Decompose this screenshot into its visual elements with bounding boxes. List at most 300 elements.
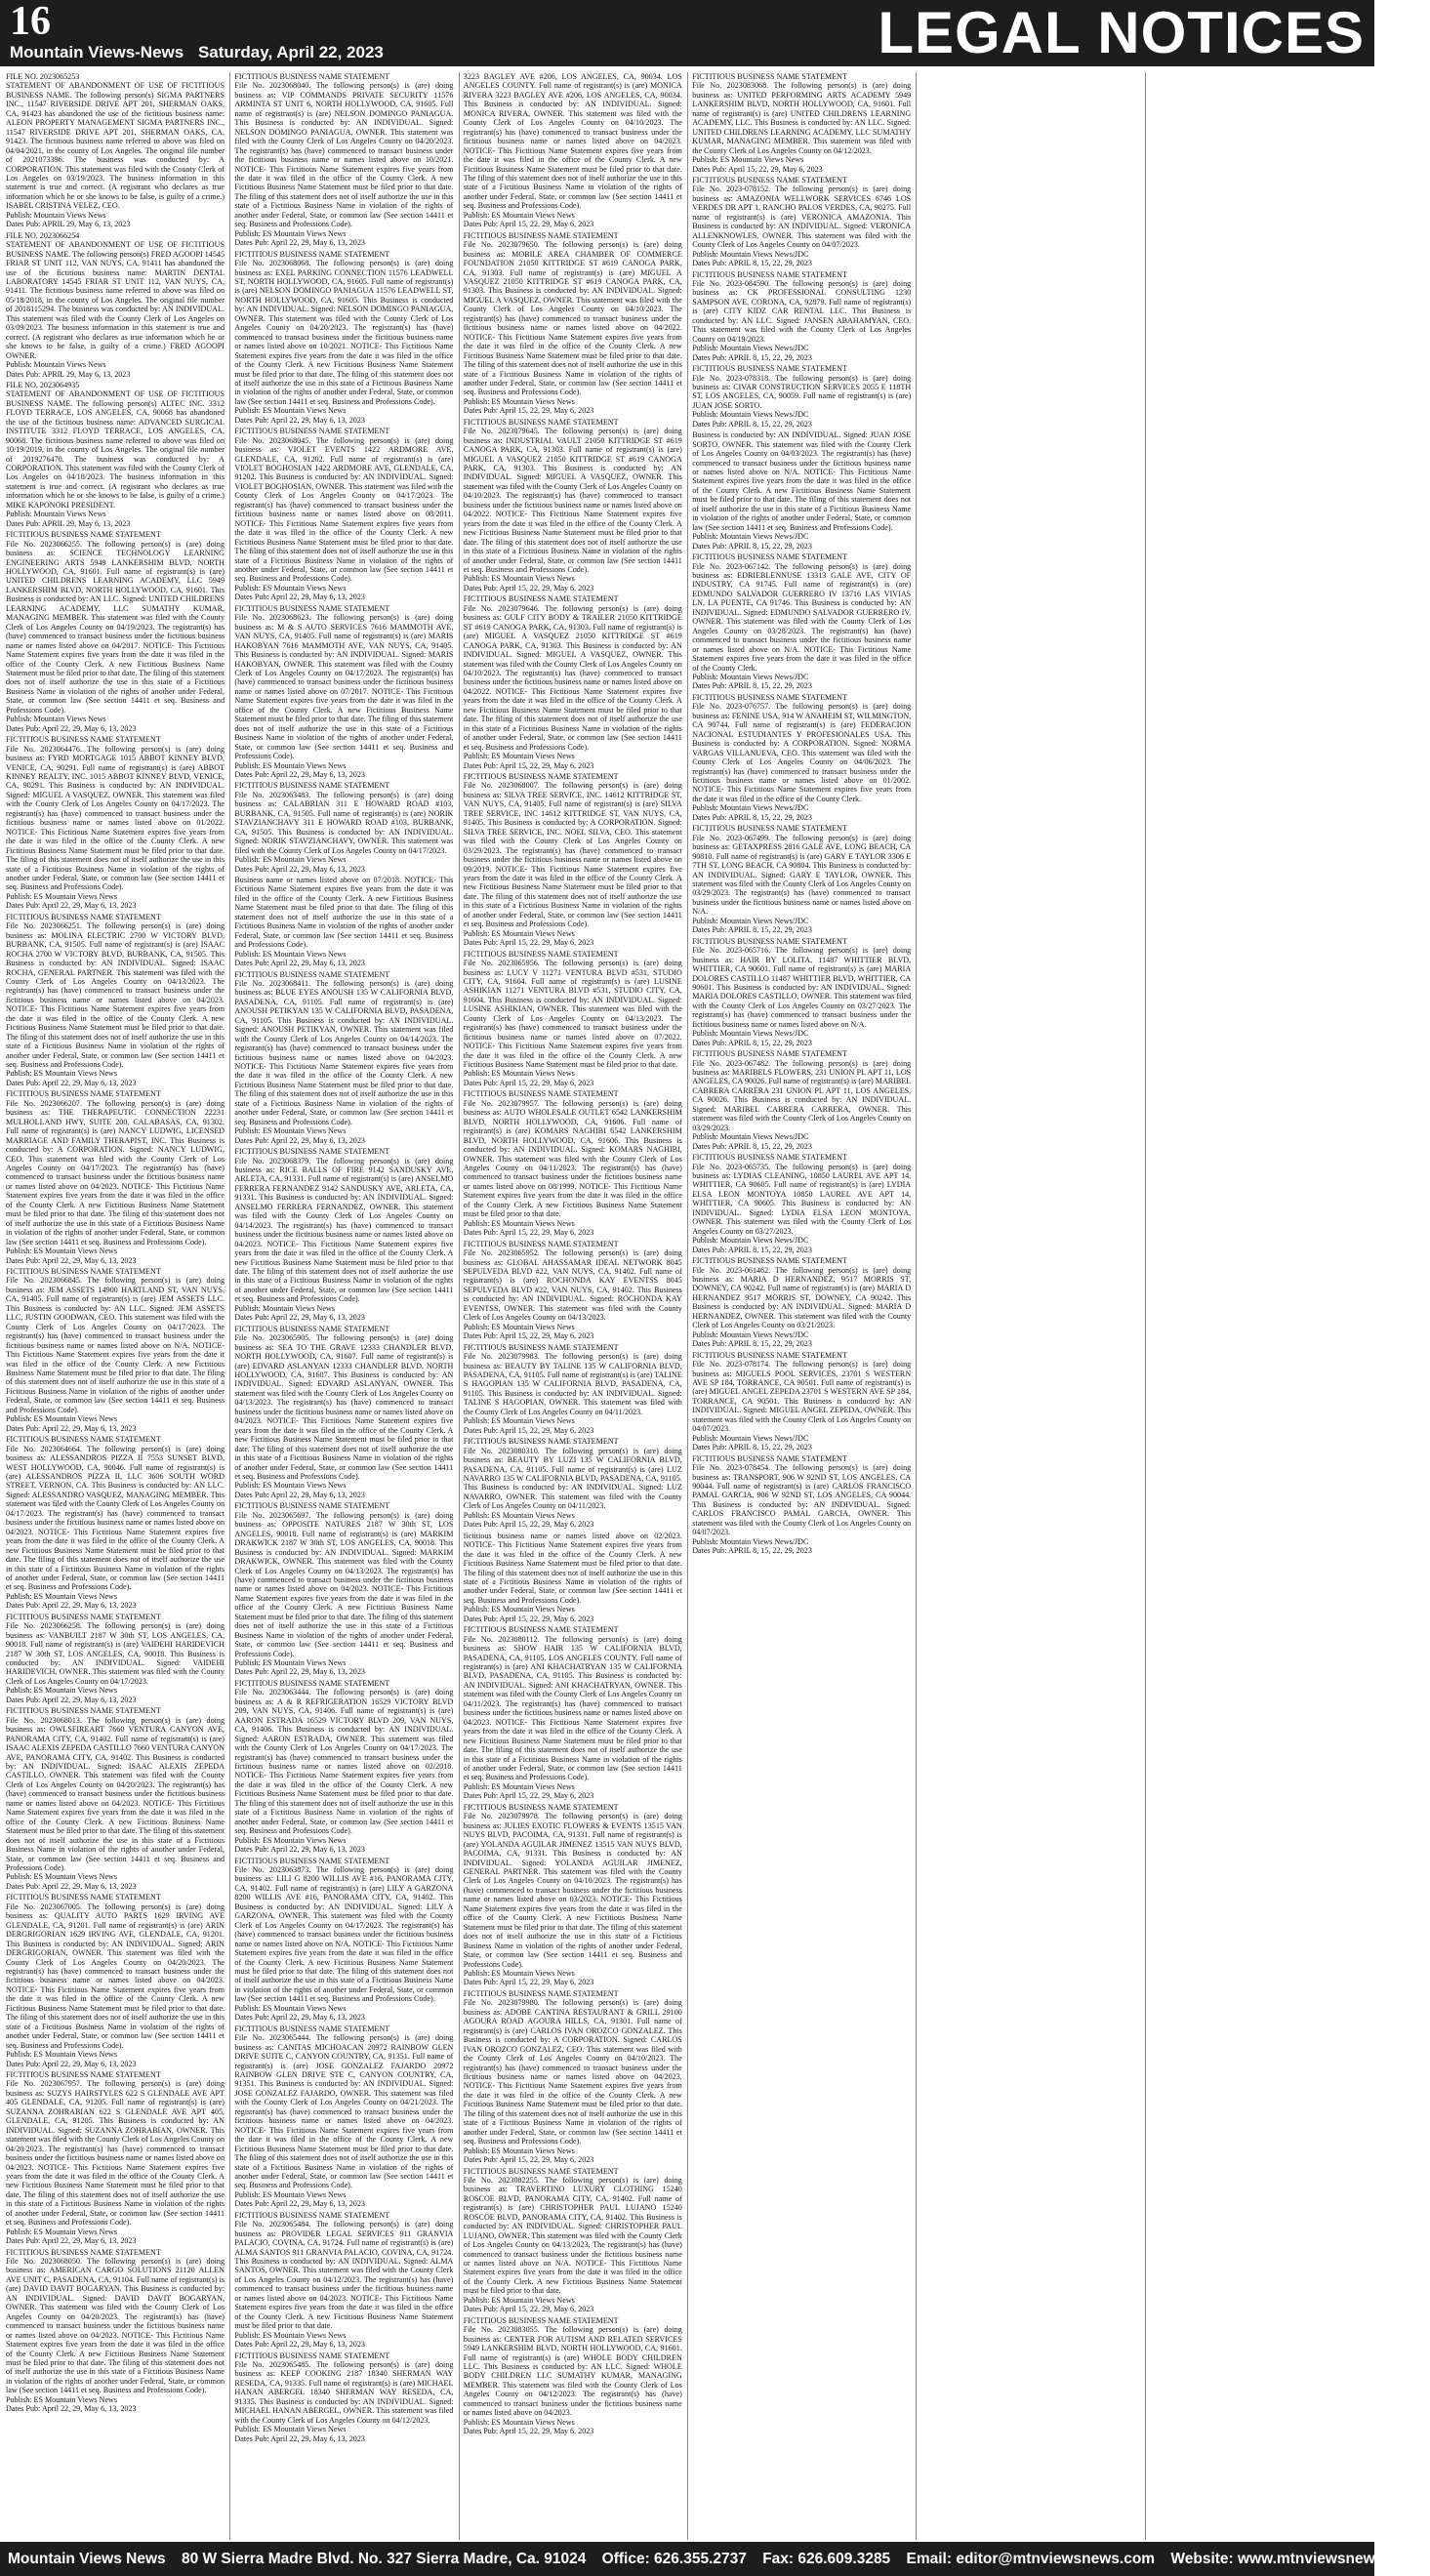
legal-notice	[234, 2351, 453, 2444]
notice-dates: Dates Pub: APRIL 8, 15, 22, 29, 2023	[692, 1339, 812, 1349]
notice-body: File No. 2023079957. The following person(s) is (are) doing business as: AUTO WHOLESALE OUTLET 6542 LANKERSHIM BLVD, NORTH HOLLYWOOD, CA, 91606. Full name of registrant(s) is (are) KOMARS NAGHIBI 6542 LANKERSHIM BLVD, NORTH HOLLYWOOD, CA, 91606. This Business is conducted by: AN INDIVIDUAL. Signed: KOMARS NAGHIBI, OWNER. This statement was filed with the County Clerk of Los Angeles County on 04/11/2023. The registrant(s) has (have) commenced to transact business under the fictitious business name or names listed above on 08/1999. NOTICE- This Fictitious Name Statement expires five years from the date it was filed in the office of the County Clerk. A new Fictitious Business Name Statement must be filed prior to that date.	[463, 1098, 682, 1219]
notice-dates: Dates Pub: April 22, 29, May 6, 13, 2023	[234, 415, 365, 425]
notice-heading: FICTITIOUS BUSINESS NAME STATEMENT	[234, 2351, 390, 2360]
notice-dates: Dates Pub: April 15, 22, 29, May 6, 2023	[692, 164, 823, 174]
notice-body: File No. 2023065956. The following person(s) is (are) doing business as: LUCY V 11271 VENTURA BLVD #531, STUDIO CITY, CA, 91604. Full name of registrant(s) is (are) LUSINE ASHIKIAN 11271 VENTURA BLVD #531, STUDIO CITY, CA, 91604. This Business is conducted by: AN INDIVIDUAL. Signed: LUSINE ASHIKIAN, OWNER. This statement was filed with the County Clerk of Los Angeles County on 04/13/2023. The registrant(s) has (have) commenced to transact business under the fictitious business name or names listed above on 07/2022. NOTICE- This Fictitious Name Statement expires five years from the date it was filed in the office of the County Clerk. A new Fictitious Business Name Statement must be filed prior to that date.	[463, 959, 682, 1070]
column-divider	[1145, 72, 1146, 2540]
notice-publisher: Publish: Mountain Views News	[6, 510, 106, 519]
notice-publisher: Publish: ES Mountain Views News	[6, 2227, 118, 2236]
legal-notice	[234, 604, 453, 780]
notice-publisher: Publish: ES Mountain Views News	[234, 228, 347, 238]
notice-publisher: Publish: ES Mountain Views News	[463, 210, 575, 220]
legal-notice	[692, 552, 911, 691]
notice-body: File No. 2023066255. The following person(s) is (are) doing business as: SCIENCE TECHNOLOGY LEARNING ENGINEERING ARTS 5949 LANKERSHIM BLVD, NORTH HOLLYWOOD, CA, 91601. Full name of registrant(s) is (are) UNITED CHILDRENS LEARNING ACADEMY, LLC 5949 LANKERSHIM BLVD, NORTH HOLLYWOOD, CA, 91601. This Business is conducted by: AN LLC. Signed: UNITED CHILDRENS LEARNING ACADEMY, LLC SUMATHY KUMAR, MANAGING MEMBER. This statement was filed with the County Clerk of Los Angeles County on 04/19/2023. The registrant(s) has (have) commenced to transact business under the fictitious business name or names listed above on 04/2017. NOTICE- This Fictitious Name Statement expires five years from the date it was filed in the office of the County Clerk. A new Fictitious Business Name Statement must be filed prior to that date. The filing of this statement does not of itself authorize the use in this state of a Fictitious Business Name in violation of the rights of another under Federal, State, or common law (See section 14411 et seq. Business and Professions Code).	[6, 539, 225, 715]
legal-notice	[464, 2167, 682, 2314]
notice-heading: FICTITIOUS BUSINESS NAME STATEMENT	[692, 1153, 847, 1163]
notice-body: File No. 2023080112. The following person(s) is (are) doing business as: SHOW HAIR 135 W CALIFORNIA BLVD, PASADENA, CA, 91105. LOS ANGELES COUNTY. Full name of registrant(s) is (are) ANI KHACHATRYAN 135 W CALIFORNIA BLVD, PASADENA, CA, 91105. This Business is conducted by: AN INDIVIDUAL. Signed: ANI KHACHATRYAN, OWNER. This statement was filed with the County Clerk of Los Angeles County on 04/11/2023. The registrant(s) has (have) commenced to transact business under the fictitious business name or names listed above on 04/2023. NOTICE- This Fictitious Name Statement expires five years from the date it was filed in the office of the County Clerk. A new Fictitious Business Name Statement must be filed prior to that date. The filing of this statement does not of itself authorize the use in this state of a Fictitious Business Name in violation of the rights of another under Federal, State, or common law (See section 14411 et seq. Business and Professions Code).	[463, 1634, 682, 1782]
legal-notice	[464, 1532, 682, 1624]
notice-body: File No. 2023065444. The following person(s) is (are) doing business as: CANITAS MICHOACAN 20972 RAINBOW GLEN DRIVE SUITE C, CANYON COUNTRY, CA, 91351. Full name of registrant(s) is (are) JOSE GONZALEZ FAJARDO 20972 RAINBOW GLEN DRIVE STE C, CANYON COUNTRY, CA, 91351. This Business is conducted by: AN INDIVIDUAL. Signed: JOSE GONZALEZ FAJARDO, OWNER. This statement was filed with the County Clerk of Los Angeles County on 04/21/2023. The registrant(s) has (have) commenced to transact business under the fictitious business name or names listed above on 04/2023. NOTICE- This Fictitious Name Statement expires five years from the date it was filed in the office of the County Clerk. A new Fictitious Business Name Statement must be filed prior to that date. The filing of this statement does not of itself authorize the use in this state of a Fictitious Business Name in violation of the rights of another under Federal, State, or common law (See section 14411 et seq. Business and Professions Code).	[234, 2033, 454, 2190]
notice-publisher: Publish: ES Mountain Views News	[6, 1686, 118, 1696]
notice-dates: Dates Pub: April 22, 29, May 6, 13, 2023	[6, 1255, 137, 1265]
notice-heading: FICTITIOUS BUSINESS NAME STATEMENT	[692, 72, 847, 81]
notice-publisher: Publish: ES Mountain Views News	[234, 406, 347, 416]
footer-website: Website: www.mtnviewsnews.com	[1170, 2551, 1419, 2567]
notice-dates: Dates Pub: April 22, 29, May 6, 13, 2023	[234, 769, 365, 779]
notice-heading: FICTITIOUS BUSINESS NAME STATEMENT	[234, 1856, 390, 1865]
legal-notice	[234, 1857, 453, 2023]
notice-publisher: Publish: Mountain Views News/JDC	[692, 410, 809, 420]
notice-publisher: Publish: ES Mountain Views News	[6, 2394, 118, 2404]
notice-body: File No. 2023066258. The following person(s) is (are) doing business as: VANBUILT 2187 W 30th ST, LOS ANGELES, CA, 90018. Full name of registrant(s) is (are) VAIDEHI HARIDEVICH 2187 W 30th ST, LOS ANGELES, CA, 90018. This Business is conducted by: AN INDIVIDUAL. Signed: VAIDEHI HARIDEVICH, OWNER. This statement was filed with the County Clerk of Los Angeles County on 04/17/2023.	[6, 1621, 225, 1686]
legal-notice	[692, 1454, 911, 1556]
notice-body: File No. 2023-061462. The following person(s) is (are) doing business as: MARIA D HERNANDEZ, 9517 MORRIS ST, DOWNEY, CA 90242. Full name of registrant(s) is (are) MARIA D HERNANDEZ 9517 MORRIS ST, DOWNEY, CA 90242. This Business is conducted by: AN INDIVIDUAL. Signed: MARIA D HERNANDEZ, OWNER. This statement was filed with the County Clerk of Los Angeles County on 03/21/2023.	[692, 1265, 912, 1330]
notice-body: File No. 2023-078152. The following person(s) is (are) doing business as: AMAZONIA WELLWORK SERVICES 6746 LOS VERDES DR APT 1, RANCHO PALOS VERDES, CA, 90275. Full name of registrant(s) is (are) VERONICA AMAZONIA. This Business is conducted by: AN INDIVIDUAL. Signed: VERONICA ALLENKNOWLES, OWNER. This statement was filed with the County Clerk of Los Angeles County on 04/07/2023.	[692, 184, 912, 250]
notice-publisher: Publish: ES Mountain Views News	[234, 1126, 347, 1136]
notice-body: File No. 2023068013. The following person(s) is (are) doing business as: OWLSFIREART 7660 VENTURA CANYON AVE, PANORAMA CITY, CA, 91402. Full name of registrant(s) is (are) ISAAC ALEXIS ZEPEDA CASTILLO 7660 VENTURA CANYON AVE, PANORAMA CITY, CA, 91402. This Business is conducted by: AN INDIVIDUAL. Signed: ISAAC ALEXIS ZEPEDA CASTILLO, OWNER. This statement was filed with the County Clerk of Los Angeles County on 04/20/2023. The registrant(s) has (have) commenced to transact business under the fictitious business name or names listed above on 04/2023. NOTICE- This Fictitious Name Statement expires five years from the date it was filed in the office of the County Clerk. A new Fictitious Business Name Statement must be filed prior to that date. The filing of this statement does not of itself authorize the use in this state of a Fictitious Business Name in violation of the rights of another under Federal, State, or common law (See section 14411 et seq. Business and Professions Code).	[6, 1715, 225, 1872]
notice-heading: FICTITIOUS BUSINESS NAME STATEMENT	[463, 417, 619, 427]
notice-publisher: Publish: ES Mountain Views News	[234, 760, 347, 770]
notice-body: File No. 2023065485. The following person(s) is (are) doing business as: KEEP COOKING 2187 18340 SHERMAN WAY RESEDA, CA, 91335. Full name of registrant(s) is (are) MICHAEL HANAN ABERGEL 18340 SHERMAN WAY RESEDA, CA, 91335. This Business is conducted by: AN INDIVIDUAL. Signed: MICHAEL HANAN ABERGEL, OWNER. This statement was filed with the County Clerk of Los Angeles County on 04/12/2023.	[234, 2360, 454, 2425]
notice-heading: FICTITIOUS BUSINESS NAME STATEMENT	[463, 771, 619, 781]
legal-notice	[692, 693, 911, 822]
notice-heading: FICTITIOUS BUSINESS NAME STATEMENT	[6, 530, 161, 540]
legal-notice	[234, 781, 453, 874]
notice-heading: FICTITIOUS BUSINESS NAME STATEMENT	[234, 1501, 390, 1511]
issue-date: Saturday, April 22, 2023	[197, 43, 384, 61]
notice-dates: Dates Pub: APRIL 8, 15, 22, 29, 2023	[692, 352, 812, 362]
notice-heading: FICTITIOUS BUSINESS NAME STATEMENT	[234, 603, 390, 613]
notice-publisher: Publish: ES Mountain Views News	[463, 396, 575, 406]
notice-body: File No. 2023-078454. The following person(s) is (are) doing business as: TRANSPORT, 906 W 92ND ST, LOS ANGELES, CA 90044. Full name of registrant(s) is (are) CARLOS FRANCISCO PAMAL GARCIA, 906 W 92ND ST, LOS ANGELES, CA 90044. This Business is conducted by: AN INDIVIDUAL. Signed: CARLOS FRANCISCO PAMAL GARCIA, OWNER. This statement was filed with the County Clerk of Los Angeles County on 04/07/2023.	[692, 1463, 912, 1537]
legal-notice	[234, 1325, 453, 1500]
notice-dates: Dates Pub: APRIL 29, May 6, 13, 2023	[6, 220, 131, 229]
notice-publisher: Publish: ES Mountain Views News	[463, 752, 575, 761]
notice-publisher: Publish: Mountain Views News	[6, 210, 106, 220]
notice-dates: Dates Pub: April 15, 22, 29, May 6, 2023	[463, 2305, 594, 2314]
notice-publisher: Publish: ES Mountain Views News	[6, 2050, 118, 2060]
notice-heading: FICTITIOUS BUSINESS NAME STATEMENT	[6, 912, 161, 921]
notice-body: File No. 2023068068. The following person(s) is (are) doing business as: EXEL PARKING CONNECTION 11576 LEADWELL ST, NORTH HOLLYWOOD, CA, 91605. Full name of registrant(s) is (are) NELSON DOMINGO PANIAGUA 11576 LEADWELL ST, NORTH HOLLYWOOD, CA, 91605. This Business is conducted by: AN INDIVIDUAL. Signed: NELSON DOMINGO PANIAGUA, OWNER. This statement was filed with the County Clerk of Los Angeles County on 04/20/2023. The registrant(s) has (have) commenced to transact business under the fictitious business name or names listed above on 10/2021. NOTICE- This Fictitious Name Statement expires five years from the date it was filed in the office of the County Clerk. A new Fictitious Business Name Statement must be filed prior to that date. The filing of this statement does not of itself authorize the use in this state of a Fictitious Business Name in violation of the rights of another under Federal, State, or common law (See section 14411 et seq. Business and Professions Code).	[234, 259, 454, 406]
notice-heading: FICTITIOUS BUSINESS NAME STATEMENT	[463, 1988, 619, 1998]
notice-body: File No. 2023064476. The following person(s) is (are) doing business as: FYRD MORTGAGE 1015 ABBOT KINNEY BLVD, VENICE, CA, 90291. Full name of registrant(s) is (are) ABBOT KINNEY REALTY, INC. 1015 ABBOT KINNEY BLVD, VENICE, CA, 90291. This Business is conducted by: AN INDIVIDUAL. Signed: MIGUEL A VASQUEZ, OWNER. This statement was filed with the County Clerk of Los Angeles County on 04/17/2023. The registrant(s) has (have) commenced to transact business under the fictitious business name or names listed above on 01/2022. NOTICE- This Fictitious Name Statement expires five years from the date it was filed in the office of the County Clerk. A new Fictitious Business Name Statement must be filed prior to that date. The filing of this statement does not of itself authorize the use in this state of a Fictitious Business Name in violation of the rights of another under Federal, State, or common law (See section 14411 et seq. Business and Professions Code).	[6, 744, 225, 892]
notice-publisher: Publish: Mountain Views News/JDC	[692, 249, 809, 259]
notice-publisher: Publish: Mountain Views News	[234, 1303, 335, 1313]
notice-body: File No. 2023068050. The following person(s) is (are) doing business as: AMERICAN CARGO SOLUTIONS 21120 ALLEN AVE UNIT C, PASADENA, CA, 91104. Full name of registrant(s) is (are) DAVID DAVIT BOGARYAN. This Business is conducted by: AN INDIVIDUAL. Signed: DAVID DAVIT BOGARYAN, OWNER. This statement was filed with the County Clerk of Los Angeles County on 04/20/2023. The registrant(s) has (have) commenced to transact business under the fictitious business name or names listed above on 04/2023. NOTICE- This Fictitious Name Statement expires five years from the date it was filed in the office of the County Clerk. A new Fictitious Business Name Statement must be filed prior to that date. The filing of this statement does not of itself authorize the use in this state of a Fictitious Business Name in violation of the rights of another under Federal, State, or common law (See section 14411 et seq. Business and Professions Code).	[6, 2257, 225, 2395]
notice-body: File No. 2023079645. The following person(s) is (are) doing business as: INDUSTRIAL VAULT 21050 KITTRIDGE ST #619 CANOGA PARK, CA, 91303. Full name of registrant(s) is (are) MIGUEL A VASQUEZ 21050 KITTRIDGE ST #619 CANOGA PARK, CA, 91303. This Business is conducted by: AN INDIVIDUAL. Signed: MIGUEL A VASQUEZ, OWNER. This statement was filed with the County Clerk of Los Angeles County on 04/10/2023. The registrant(s) has (have) commenced to transact business under the fictitious business name or names listed above on 04/2022. NOTICE- This Fictitious Name Statement expires five years from the date it was filed in the office of the County Clerk. A new Fictitious Business Name Statement must be filed prior to that date. The filing of this statement does not of itself authorize the use in this state of a Fictitious Business Name in violation of the rights of another under Federal, State, or common law (See section 14411 et seq. Business and Professions Code).	[463, 427, 682, 575]
notice-heading: FICTITIOUS BUSINESS NAME STATEMENT	[234, 72, 390, 81]
notice-body: File No. 2023066845. The following person(s) is (are) doing business as: JEM ASSETS 14900 HARTLAND ST, VAN NUYS, CA, 91405. Full name of registrant(s) is (are) JEM ASSETS LLC. This Business is conducted by: AN LLC. Signed: JEM ASSETS LLC, JUSTIN GOODWAN, CEO. This statement was filed with the County Clerk of Los Angeles County on 04/17/2023. The registrant(s) has (have) commenced to transact business under the fictitious business name or names listed above on N/A. NOTICE- This Fictitious Name Statement expires five years from the date it was filed in the office of the County Clerk. A new Fictitious Business Name Statement must be filed prior to that date. The filing of this statement does not of itself authorize the use in this state of a Fictitious Business Name in violation of the rights of another under Federal, State, or common law (See section 14411 et seq. Business and Professions Code).	[6, 1276, 225, 1414]
notice-heading: FICTITIOUS BUSINESS NAME STATEMENT	[234, 2024, 390, 2033]
notice-dates: Dates Pub: April 15, 22, 29, May 6, 2023	[463, 406, 594, 416]
notice-dates: Dates Pub: April 22, 29, May 6, 13, 2023	[6, 2059, 137, 2068]
notice-body: File No. 2023068623. The following person(s) is (are) doing business as: M & S AUTO SERVICES 7616 MAMMOTH AVE, VAN NUYS, CA, 91405. Full name of registrant(s) is (are) MARIS HAKOBYAN 7616 MAMMOTH AVE, VAN NUYS, CA, 91405. This Business is conducted by: AN INDIVIDUAL. Signed: MARIS HAKOBYAN, OWNER. This statement was filed with the County Clerk of Los Angeles County on 04/17/2023. The registrant(s) has (have) commenced to transact business under the fictitious business name or names listed above on 07/2017. NOTICE- This Fictitious Name Statement expires five years from the date it was filed in the office of the County Clerk. A new Fictitious Business Name Statement must be filed prior to that date. The filing of this statement does not of itself authorize the use in this state of a Fictitious Business Name in violation of the rights of another under Federal, State, or common law (See section 14411 et seq. Business and Professions Code).	[234, 613, 454, 761]
legal-notice	[464, 594, 682, 770]
notice-body: STATEMENT OF ABANDONMENT OF USE OF FICTITIOUS BUSINESS NAME. The following person(s) ALTEC INC. 3312 FLOYD TERRACE, LOS ANGELES, CA, 90068 has abandoned the use of the fictitious business name: ADVANCED SURGICAL INSTITUTE 3312 FLOYD TERRACE, LOS ANGELES, CA, 90068. The fictitious business name referred to above was filed on 10/19/2019, in the county of Los Angeles. The original file number of 2019276470. The business was conducted by: A CORPORATION. This statement was filed with the County Clerk of Los Angeles on 04/18/2023. The business information in this statement is true and correct. (A registrant who declares as true information which he or she knows to be false, is guilty of a crime.) MIKE KAPONOKI PRESIDENT.	[6, 389, 225, 510]
footer-paper-name: Mountain Views News	[8, 2551, 166, 2567]
notice-heading: FICTITIOUS BUSINESS NAME STATEMENT	[234, 1147, 390, 1157]
legal-notice	[234, 970, 453, 1146]
notice-publisher: Publish: ES Mountain Views News	[463, 1510, 575, 1520]
column-divider	[459, 72, 460, 2540]
notice-publisher: Publish: ES Mountain Views News	[6, 1069, 118, 1079]
notice-dates: Dates Pub: April 22, 29, May 6, 13, 2023	[234, 1845, 365, 1855]
notice-dates: Dates Pub: April 22, 29, May 6, 13, 2023	[234, 2199, 365, 2209]
notice-publisher: Publish: Mountain Views News/JDC	[692, 344, 809, 353]
notice-dates: Dates Pub: April 15, 22, 29, May 6, 2023	[463, 220, 594, 229]
notice-columns	[6, 72, 1369, 2540]
legal-notice	[6, 72, 225, 229]
notice-body: File No. 2023080310. The following person(s) is (are) doing business as: BEAUTY BY LUZI 135 W CALIFORNIA BLVD, PASADENA, CA, 91105. Full name of registrant(s) is (are) LUZ NAVARRO 135 W CALIFORNIA BLVD, PASADENA, CA, 91105. This Business is conducted by: AN INDIVIDUAL. Signed: LUZ NAVARRO, OWNER. This statement was filed with the County Clerk of Los Angeles County on 04/11/2023.	[463, 1446, 682, 1511]
notice-dates: Dates Pub: April 15, 22, 29, May 6, 2023	[463, 1614, 594, 1623]
legal-notice	[234, 1501, 453, 1677]
notice-publisher: Publish: ES Mountain Views News	[234, 583, 347, 593]
notice-heading: FICTITIOUS BUSINESS NAME STATEMENT	[6, 2247, 161, 2257]
legal-notice	[6, 2070, 225, 2246]
notice-body: File No. 2023079983. The following person(s) is (are) doing business as: BEAUTY BY TALINE 135 W CALIFORNIA BLVD, PASADENA, CA, 91105. Full name of registrant(s) is (are) TALINE S HAGOPIAN 135 W CALIFORNIA BLVD, PASADENA, CA, 91105. This Business is conducted by: AN INDIVIDUAL. Signed: TALINE S HAGOPIAN, OWNER. This statement was filed with the County Clerk of Los Angeles County on 04/11/2023.	[463, 1352, 682, 1416]
notice-heading: FICTITIOUS BUSINESS NAME STATEMENT	[692, 552, 847, 562]
notice-publisher: Publish: ES Mountain Views News	[6, 1872, 118, 1882]
notice-body: File No. 2023083055. The following person(s) is (are) doing business as: CENTER FOR AUTISM AND RELATED SERVICES 5949 LANKERSHIM BLVD, NORTH HOLLYWOOD, CA, 91601. Full name of registrant(s) is (are) WHOLE BODY CHILDREN LLC. This Business is conducted by: AN LLC. Signed: WHOLE BODY CHILDREN LLC SUMATHY KUMAR, MANAGING MEMBER. This statement was filed with the County Clerk of Los Angeles County on 04/12/2023. The registrant(s) has (have) commenced to transact business under the fictitious business name or names listed above on 04/2023.	[463, 2325, 682, 2418]
notice-body: File No. 2023067957. The following person(s) is (are) doing business as: SUZYS HAIRSTYLES 622 S GLENDALE AVE APT 405 GLENDALE, CA, 91205. Full name of registrant(s) is (are) SUZANNA ZOHRABIAN 622 S GLENDALE AVE APT 405, GLENDALE, CA, 91205. This Business is conducted by: AN INDIVIDUAL. Signed: SUZANNA ZOHRABIAN, OWNER. This statement was filed with the County Clerk of Los Angeles County on 04/20/2023. The registrant(s) has (have) commenced to transact business under the fictitious business name or names listed above on 04/2023. NOTICE- This Fictitious Name Statement expires five years from the date it was filed in the office of the County Clerk. A new Fictitious Business Name Statement must be filed prior to that date. The filing of this statement does not of itself authorize the use in this state of a Fictitious Business Name in violation of the rights of another under Federal, State, or common law (See section 14411 et seq. Business and Professions Code).	[6, 2079, 225, 2228]
legal-notice	[234, 2024, 453, 2209]
notice-body: File No. 2023-078174. The following person(s) is (are) doing business as: MIGUELS POOL SERVICES, 23701 S WESTERN AVE SP 184, TORRANCE, CA 90501. Full name of registrant(s) is (are) MIGUEL ANGEL ZEPEDA 23701 S WESTERN AVE SP 184, TORRANCE, CA 90501. This Business is conducted by: AN INDIVIDUAL. Signed: MIGUEL ANGEL ZEPEDA, OWNER. This statement was filed with the County Clerk of Los Angeles County on 04/07/2023.	[692, 1360, 912, 1434]
notice-column	[234, 72, 453, 2540]
notice-publisher: Publish: ES Mountain Views News	[6, 1591, 118, 1601]
notice-heading: FILE NO. 2023065253	[6, 72, 80, 81]
notice-heading: FICTITIOUS BUSINESS NAME STATEMENT	[6, 1893, 161, 1902]
notice-dates: Dates Pub: April 15, 22, 29, May 6, 2023	[463, 583, 594, 593]
column-divider	[229, 72, 230, 2540]
notice-dates: Dates Pub: APRIL 8, 15, 22, 29, 2023	[692, 419, 812, 429]
notice-heading: FICTITIOUS BUSINESS NAME STATEMENT	[463, 230, 619, 240]
legal-notice	[6, 1706, 225, 1891]
notice-heading: FICTITIOUS BUSINESS NAME STATEMENT	[6, 1089, 161, 1099]
legal-notice	[234, 427, 453, 602]
notice-heading: FICTITIOUS BUSINESS NAME STATEMENT	[6, 1706, 161, 1716]
notice-publisher: Publish: Mountain Views News/JDC	[692, 916, 809, 925]
page-number: 16	[10, 0, 51, 44]
notice-heading: FICTITIOUS BUSINESS NAME STATEMENT	[463, 2315, 619, 2325]
notice-body: File No. 2023-067499. The following person(s) is (are) doing business as: GETAXPRESS 2816 GALE AVE, LONG BEACH, CA 90810. Full name of registrant(s) is (are) GARY E TAYLOR 3306 E 7TH ST, LONG BEACH, CA 90804. This Business is conducted by: AN INDIVIDUAL. Signed: GARY E TAYLOR, OWNER. This statement was filed with the County Clerk of Los Angeles County on 03/29/2023. The registrant(s) has (have) commenced to transact business under the fictitious business name or names listed above on N/A.	[692, 833, 912, 917]
notice-publisher: Publish: ES Mountain Views News	[234, 2189, 347, 2199]
notice-heading: FICTITIOUS BUSINESS NAME STATEMENT	[463, 949, 619, 959]
notice-heading: FICTITIOUS BUSINESS NAME STATEMENT	[463, 1802, 619, 1812]
legal-notice	[464, 1089, 682, 1237]
notice-dates: Dates Pub: April 15, 22, 29, May 6, 2023	[463, 760, 594, 770]
notice-dates: Dates Pub: APRIL 8, 15, 22, 29, 2023	[692, 541, 812, 551]
notice-publisher: Publish: ES Mountain Views News	[6, 891, 118, 901]
footer-address: 80 W Sierra Madre Blvd. No. 327 Sierra Madre, Ca. 91024	[181, 2551, 587, 2567]
notice-heading: FICTITIOUS BUSINESS NAME STATEMENT	[463, 1342, 619, 1352]
notice-dates: Dates Pub: April 22, 29, May 6, 13, 2023	[6, 1881, 137, 1891]
legal-notice	[692, 270, 911, 363]
notice-column	[464, 72, 682, 2540]
notice-body: File No. 2023-078318. The following person(s) is (are) doing business as: CIVAR CONSTRUCTION SERVICES 2055 E 118TH ST, LOS ANGELES, CA, 90059. Full name of registrant(s) is (are) JUAN JOSE SORTO.	[692, 373, 912, 410]
notice-publisher: Publish: ES Mountain Views News	[234, 2003, 347, 2013]
notice-publisher: Publish: Mountain Views News/JDC	[692, 1236, 809, 1246]
notice-publisher: Publish: ES Mountain Views News	[463, 1605, 575, 1615]
notice-publisher: Publish: Mountain Views News/JDC	[692, 1329, 809, 1339]
notice-dates: Dates Pub: April 15, 22, 29, May 6, 2023	[463, 1791, 594, 1801]
legal-notice	[6, 1893, 225, 2068]
legal-notice	[692, 72, 911, 174]
legal-notice	[464, 1343, 682, 1436]
notice-dates: Dates Pub: April 22, 29, May 6, 13, 2023	[6, 901, 137, 911]
notice-dates: Dates Pub: APRIL 8, 15, 22, 29, 2023	[692, 1038, 812, 1047]
footer-email: Email: editor@mtnviewsnews.com	[906, 2551, 1156, 2567]
notice-body: File No. 2023-067482. The following person(s) is (are) doing business as: MARIBELS FLOWERS, 231 UNION PL APT 11, LOS ANGELES, CA 90026. Full name of registrant(s) is (are) MARIBEL CABRERA CARRERA 231 UNION PL APT 11, LOS ANGELES, CA 90026. This Business is conducted by: AN INDIVIDUAL. Signed: MARIBEL CABRERA CARRERA, OWNER. This statement was filed with the County Clerk of Los Angeles County on 03/29/2023.	[692, 1058, 912, 1132]
legal-notice	[692, 1351, 911, 1452]
notice-dates: Dates Pub: April 22, 29, May 6, 13, 2023	[234, 1313, 365, 1323]
notice-heading: FICTITIOUS BUSINESS NAME STATEMENT	[463, 1625, 619, 1635]
legal-notice	[692, 1256, 911, 1349]
notice-body: File No. 2023063873. The following person(s) is (are) doing business as: LILI G 8200 WILLIS AVE #16, PANORAMA CITY, CA, 91402. Full name of registrant(s) is (are) LILY A GARZONA 8200 WILLIS AVE #16, PANORAMA CITY, CA, 91402. This Business is conducted by: AN INDIVIDUAL. Signed: LILY A GARZONA, OWNER. This statement was filed with the County Clerk of Los Angeles County on 04/17/2023. The registrant(s) has (have) commenced to transact business under the fictitious business name or names listed above on N/A. NOTICE- This Fictitious Name Statement expires five years from the date it was filed in the office of the County Clerk. A new Fictitious Business Name Statement must be filed prior to that date. The filing of this statement does not of itself authorize the use in this state of a Fictitious Business Name in violation of the rights of another under Federal, State, or common law (See section 14411 et seq. Business and Professions Code).	[234, 1865, 454, 2004]
legal-notice	[6, 1613, 225, 1705]
notice-body: File No. 2023068411. The following person(s) is (are) doing business as: BLUE EYES ANOUSH 135 W CALIFORNIA BLVD, PASADENA, CA, 91105. Full name of registrant(s) is (are) ANOUSH PETIKYAN 135 W CALIFORNIA BLVD, PASADENA, CA, 91105. This Business is conducted by: AN INDIVIDUAL. Signed: ANOUSH PETIKYAN, OWNER. This statement was filed with the County Clerk of Los Angeles County on 04/14/2023. The registrant(s) has (have) commenced to transact business under the fictitious business name or names listed above on 04/2023. NOTICE- This Fictitious Name Statement expires five years from the date it was filed in the office of the County Clerk. A new Fictitious Business Name Statement must be filed prior to that date. The filing of this statement does not of itself authorize the use in this state of a Fictitious Business Name in violation of the rights of another under Federal, State, or common law (See section 14411 et seq. Business and Professions Code).	[234, 978, 454, 1126]
notice-publisher: Publish: ES Mountain Views News	[463, 2146, 575, 2155]
notice-heading: FICTITIOUS BUSINESS NAME STATEMENT	[692, 269, 847, 279]
legal-notice	[234, 1679, 453, 1855]
notice-publisher: Publish: Mountain Views News/JDC	[692, 1536, 809, 1546]
notice-publisher: Publish: ES Mountain Views News	[463, 928, 575, 938]
notice-body: 3223 BAGLEY AVE #206, LOS ANGELES, CA, 90034. LOS ANGELES COUNTY. Full name of registrant(s) is (are) MONICA RIVERA 3223 BAGLEY AVE #206, LOS ANGELES, CA, 90034. This Business is conducted by: AN INDIVIDUAL. Signed: MONICA RIVERA, OWNER. This statement was filed with the County Clerk of Los Angeles County on 04/10/2023. The registrant(s) has (have) commenced to transact business under the fictitious business name or names listed above on 04/2023. NOTICE- This Fictitious Name Statement expires five years from the date it was filed in the office of the County Clerk. A new Fictitious Business Name Statement must be filed prior to that date. The filing of this statement does not of itself authorize the use in this state of a Fictitious Business Name in violation of the rights of another under Federal, State, or common law (See section 14411 et seq. Business and Professions Code).	[463, 72, 682, 211]
notice-heading: FICTITIOUS BUSINESS NAME STATEMENT	[234, 2210, 390, 2220]
notice-dates: Dates Pub: April 15, 22, 29, May 6, 2023	[463, 1331, 594, 1341]
notice-dates: Dates Pub: April 22, 29, May 6, 13, 2023	[6, 1423, 137, 1433]
notice-body: File No. 2023065697. The following person(s) is (are) doing business as: OPPOSITE NATURES 2187 W 30th ST, LOS ANGELES, 90018. Full name of registrant(s) is (are) MARKIM DRAKWICK 2187 W 30th ST, LOS ANGELES, CA, 90018. This Business is conducted by: AN INDIVIDUAL. Signed: MARKIM DRAKWICK, OWNER. This statement was filed with the County Clerk of Los Angeles County on 04/13/2023. The registrant(s) has (have) commenced to transact business under the fictitious business name or names listed above on 04/2023. NOTICE- This Fictitious Name Statement expires five years from the date it was filed in the office of the County Clerk. A new Fictitious Business Name Statement must be filed prior to that date. The filing of this statement does not of itself authorize the use in this state of a Fictitious Business Name in violation of the rights of another under Federal, State, or common law (See section 14411 et seq. Business and Professions Code).	[234, 1510, 454, 1658]
notice-heading: FICTITIOUS BUSINESS NAME STATEMENT	[692, 175, 847, 184]
notice-publisher: Publish: ES Mountain Views News	[463, 574, 575, 584]
paper-name: Mountain Views-News	[10, 43, 184, 61]
notice-dates: Dates Pub: APRIL 8, 15, 22, 29, 2023	[692, 1245, 812, 1254]
notice-heading: FICTITIOUS BUSINESS NAME STATEMENT	[463, 1239, 619, 1248]
notice-dates: Dates Pub: April 22, 29, May 6, 13, 2023	[6, 1078, 137, 1087]
legal-notice	[6, 381, 225, 528]
notice-publisher: Publish: ES Mountain Views News	[234, 1481, 347, 1491]
legal-notice	[464, 1625, 682, 1801]
notice-body: File No. 2023-084590. The following person(s) is (are) doing business as: CK PROFESSIONAL CONSULTING 1230 SAMPSON AVE, CORONA, CA, 92879. Full name of registrant(s) is (are) CITY KIDZ CAR RENTAL LLC. This Business is conducted by: AN LLC. Signed: JANSEN ABAHAMYAN, CEO. This statement was filed with the County Clerk of Los Angeles County on 04/19/2023.	[692, 278, 912, 344]
notice-body: File No. 2023079980. The following person(s) is (are) doing business as: ADOBE CANTINA RESTAURANT & GRILL 29100 AGOURA ROAD AGOURA HILLS, CA, 91301. Full name of registrant(s) is (are) CARLOS IVAN OROZCO GONZALEZ. This Business is conducted by: A CORPORATION. Signed: CARLOS IVAN OROZCO GONZALEZ, CEO. This statement was filed with the County Clerk of Los Angeles County on 04/10/2023. The registrant(s) has (have) commenced to transact business under the fictitious business name or names listed above on 04/2023. NOTICE- This Fictitious Name Statement expires five years from the date it was filed in the office of the County Clerk. A new Fictitious Business Name Statement must be filed prior to that date. The filing of this statement does not of itself authorize the use in this state of a Fictitious Business Name in violation of the rights of another under Federal, State, or common law (See section 14411 et seq. Business and Professions Code).	[463, 1998, 682, 2147]
legal-notice	[464, 231, 682, 416]
notice-heading: FICTITIOUS BUSINESS NAME STATEMENT	[6, 2069, 161, 2079]
legal-notice	[234, 876, 453, 968]
notice-body: STATEMENT OF ABANDONMENT OF USE OF FICTITIOUS BUSINESS NAME. The following person(s) SIGMA PARTNERS INC., 11547 RIVERSIDE DRIVE APT 201, SHERMAN OAKS, CA, 91423 has abandoned the use of the fictitious business name: ALEON PROPERTY MANAGEMENT SIGMA PARTNERS INC., 11547 RIVERSIDE DRIVE APT 201, SHERMAN OAKS, CA, 91423. The fictitious business name referred to above was filed on 04/04/2021, in the county of Los Angeles. The original file number of 2021073396. The business was conducted by: A CORPORATION. This statement was filed with the County Clerk of Los Angeles on 03/19/2023. The business information in this statement is true and correct. (A registrant who declares as true information which he or she knows to be false, is guilty of a crime.) ISABEL CRISTINA VELEZ, CEO.	[6, 81, 225, 211]
legal-notice	[464, 2316, 682, 2436]
notice-dates: Dates Pub: APRIL 8, 15, 22, 29, 2023	[692, 1546, 812, 1556]
legal-notice	[6, 1267, 225, 1433]
notice-heading: FICTITIOUS BUSINESS NAME STATEMENT	[234, 1324, 390, 1333]
notice-dates: Dates Pub: April 22, 29, May 6, 13, 2023	[6, 723, 137, 733]
notice-body: File No. 2023068379. The following person(s) is (are) doing business as: RICE BALLS OF FIRE 9142 SANDUSKY AVE, ARLETA, CA, 91331. Full name of registrant(s) is (are) ANSELMO FERRERA FERNANDEZ 9142 SANDUSKY AVE, ARLETA, CA, 91331. This Business is conducted by: AN INDIVIDUAL. Signed: ANSELMO FERRERA FERNANDEZ, OWNER. This statement was filed with the County Clerk of Los Angeles County on 04/14/2023. The registrant(s) has (have) commenced to transact business under the fictitious business name or names listed above on 04/2023. NOTICE- This Fictitious Name Statement expires five years from the date it was filed in the office of the County Clerk. A new Fictitious Business Name Statement must be filed prior to that date. The filing of this statement does not of itself authorize the use in this state of a Fictitious Business Name in violation of the rights of another under Federal, State, or common law (See section 14411 et seq. Business and Professions Code).	[234, 1156, 454, 1304]
notice-publisher: Publish: ES Mountain Views News	[234, 855, 347, 865]
legal-notice	[464, 950, 682, 1088]
notice-heading: FICTITIOUS BUSINESS NAME STATEMENT	[692, 364, 847, 374]
notice-body: File No. 2023079978. The following person(s) is (are) doing business as: JULIES EXOTIC FLOWERS & EVENTS 13515 VAN NUYS BLVD, PACOIMA, CA, 91331. Full name of registrant(s) is (are) YOLANDA AGUILAR JIMENEZ 13515 VAN NUYS BLVD, PACOIMA, CA, 91331. This Business is conducted by: AN INDIVIDUAL. Signed: YOLANDA AGUILAR JIMENEZ, GENERAL PARTNER. This statement was filed with the County Clerk of Los Angeles County on 04/10/2023. The registrant(s) has (have) commenced to transact business under the fictitious business name or names listed above on 03/2023. NOTICE- This Fictitious Name Statement expires five years from the date it was filed in the office of the County Clerk. A new Fictitious Business Name Statement must be filed prior to that date. The filing of this statement does not of itself authorize the use in this state of a Fictitious Business Name in violation of the rights of another under Federal, State, or common law (See section 14411 et seq. Business and Professions Code).	[463, 1812, 682, 1969]
notice-dates: Dates Pub: April 15, 22, 29, May 6, 2023	[463, 938, 594, 948]
notice-body: File No. 2023079650. The following person(s) is (are) doing business as: MOBILE AREA CHAMBER OF COMMERCE FOUNDATION 21050 KITTRIDGE ST #619 CANOGA PARK, CA, 91303. Full name of registrant(s) is (are) MIGUEL A VASQUEZ 21050 KITTRIDGE ST #619 CANOGA PARK, CA, 91303. This Business is conducted by: AN INDIVIDUAL. Signed: MIGUEL A VASQUEZ, OWNER. This statement was filed with the County Clerk of Los Angeles County on 04/10/2023. The registrant(s) has (have) commenced to transact business under the fictitious business name or names listed above on 04/2022. NOTICE- This Fictitious Name Statement expires five years from the date it was filed in the office of the County Clerk. A new Fictitious Business Name Statement must be filed prior to that date. The filing of this statement does not of itself authorize the use in this state of a Fictitious Business Name in violation of the rights of another under Federal, State, or common law (See section 14411 et seq. Business and Professions Code).	[463, 240, 682, 397]
notice-dates: Dates Pub: April 15, 22, 29, May 6, 2023	[463, 1978, 594, 1987]
notice-heading: FILE NO. 2023066254	[6, 230, 80, 240]
column-divider	[687, 72, 688, 2540]
legal-notice	[234, 1147, 453, 1323]
notice-publisher: Publish: Mountain Views News/JDC	[692, 1029, 809, 1039]
legal-notice	[464, 1803, 682, 1987]
notice-publisher: Publish: ES Mountain Views News	[234, 2330, 347, 2340]
notice-dates: Dates Pub: April 22, 29, May 6, 13, 2023	[6, 2404, 137, 2414]
notice-publisher: Publish: ES Mountain Views News	[463, 2295, 575, 2305]
notice-dates: Dates Pub: APRIL 29, May 6, 13, 2023	[6, 369, 131, 379]
notice-body: File No. 2023064664. The following person(s) is (are) doing business as: ALESSANDROS PIZZA II 7553 SUNSET BLVD, WEST HOLLYWOOD, CA, 90046. Full name of registrant(s) is (are) ALESSANDROS PIZZA II, LLC 3606 SOUTH WORD STREET, VERNON, CA. This Business is conducted by: AN LLC. Signed: ALESSANDRO VASQUEZ, MANAGING MEMBER. This statement was filed with the County Clerk of Los Angeles County on 04/17/2023. The registrant(s) has (have) commenced to transact business under the fictitious business name or names listed above on 04/2023. NOTICE- This Fictitious Name Statement expires five years from the date it was filed in the office of the County Clerk. A new Fictitious Business Name Statement must be filed prior to that date. The filing of this statement does not of itself authorize the use in this state of a Fictitious Business Name in violation of the rights of another under Federal, State, or common law (See section 14411 et seq. Business and Professions Code).	[6, 1444, 225, 1592]
notice-dates: Dates Pub: April 15, 22, 29, May 6, 2023	[463, 2155, 594, 2165]
legal-notice	[464, 418, 682, 593]
notice-heading: FICTITIOUS BUSINESS NAME STATEMENT	[6, 1612, 161, 1621]
notice-body: File No. 2023-067142. The following person(s) is (are) doing business as: EDRIEBLENNUSE 13313 GALE AVE, CITY OF INDUSTRY, CA 91745. Full name of registrant(s) is (are) EDMUNDO SALVADOR GUERRERO IV 13716 LAS VIVIAS LN, LA PUENTE, CA 91746. This Business is conducted by: AN INDIVIDUAL. Signed: EDMUNDO SALVADOR GUERRERO IV, OWNER. This statement was filed with the County Clerk of Los Angeles County on 03/28/2023. The registrant(s) has (have) commenced to transact business under the fictitious business name or names listed above on N/A. NOTICE- This Fictitious Name Statement expires five years from the date it was filed in the office of the County Clerk.	[692, 561, 912, 673]
notice-heading: FICTITIOUS BUSINESS NAME STATEMENT	[6, 1435, 161, 1445]
column-divider	[916, 72, 917, 2540]
notice-column	[921, 72, 1140, 2540]
notice-body: STATEMENT OF ABANDONMENT OF USE OF FICTITIOUS BUSINESS NAME. The following person(s) FRED AGOOPI 14545 FRIAR ST UNIT 112, VAN NUYS, CA, 91411 has abandoned the use of the fictitious business name: MARTIN DENTAL LABORATORY 14545 FRIAR ST UNIT 112, VAN NUYS, CA, 91411. The fictitious business name referred to above was filed on 05/18/2018, in the county of Los Angeles. The original file number of 2018115294. The business was conducted by: AN INDIVIDUAL. This statement was filed with the County Clerk of Los Angeles on 03/09/2023. The business information in this statement is true and correct. (A registrant who declares as true information which he or she knows to be false, is guilty of a crime.) FRED AGOOPI OWNER.	[6, 240, 225, 360]
notice-dates: Dates Pub: April 22, 29, May 6, 13, 2023	[234, 1490, 365, 1499]
notice-heading: FICTITIOUS BUSINESS NAME STATEMENT	[692, 1049, 847, 1059]
notice-body: File No. 2023079646. The following person(s) is (are) doing business as: GULF CITY BODY & TRAILER 21050 KITTRIDGE ST #619 CANOGA PARK, CA, 91303. Full name of registrant(s) is (are) MIGUEL A VASQUEZ 21050 KITTRIDGE ST #619 CANOGA PARK, CA, 91303. This Business is conducted by: AN INDIVIDUAL. Signed: MIGUEL A VASQUEZ, OWNER. This statement was filed with the County Clerk of Los Angeles County on 04/10/2023. The registrant(s) has (have) commenced to transact business under the fictitious business name or names listed above on 04/2022. NOTICE- This Fictitious Name Statement expires five years from the date it was filed in the office of the County Clerk. A new Fictitious Business Name Statement must be filed prior to that date. The filing of this statement does not of itself authorize the use in this state of a Fictitious Business Name in violation of the rights of another under Federal, State, or common law (See section 14411 et seq. Business and Professions Code).	[463, 603, 682, 752]
notice-body: File No. 2023063444. The following person(s) is (are) doing business as: A & R REFRIGERATION 16529 VICTORY BLVD 209, VAN NUYS, CA, 91406. Full name of registrant(s) is (are) AARON ESTRADA 16529 VICTORY BLVD 209, VAN NUYS, CA, 91406. This Business is conducted by: AN INDIVIDUAL. Signed: AARON ESTRADA, OWNER. This statement was filed with the County Clerk of Los Angeles County on 04/17/2023. The registrant(s) has (have) commenced to transact business under the fictitious business name or names listed above on 02/2018. NOTICE- This Fictitious Name Statement expires five years from the date it was filed in the office of the County Clerk. A new Fictitious Business Name Statement must be filed prior to that date. The filing of this statement does not of itself authorize the use in this state of a Fictitious Business Name in violation of the rights of another under Federal, State, or common law (See section 14411 et seq. Business and Professions Code).	[234, 1688, 454, 1836]
notice-body: File No. 2023083068. The following person(s) is (are) doing business as: UNITED PERFORMING ARTS ACADEMY 5949 LANKERSHIM BLVD, NORTH HOLLYWOOD, CA, 91601. Full name of registrant(s) is (are) UNITED CHILDRENS LEARNING ACADEMY, LLC. This Business is conducted by: AN LLC. Signed: UNITED CHILDRENS LEARNING ACADEMY, LLC SUMATHY KUMAR, MANAGING MEMBER. This statement was filed with the County Clerk of Los Angeles County on 04/12/2023.	[692, 81, 912, 155]
notice-publisher: Publish: Mountain Views News/JDC	[692, 1132, 809, 1142]
notice-body: File No. 2023065484. The following person(s) is (are) doing business as: PROVIDER LEGAL SERVICES 911 GRANVIA PALACIO, COVINA, CA, 91724. Full name of registrant(s) is (are) ALMA SANTOS 911 GRANVIA PALACIO, COVINA, CA, 91724. This Business is conducted by: AN INDIVIDUAL. Signed: ALMA SANTOS, OWNER. This statement was filed with the County Clerk of Los Angeles County on 04/12/2023. The registrant(s) has (have) commenced to transact business under the fictitious business name or names listed above on 04/2023. NOTICE- This Fictitious Name Statement expires five years from the date it was filed in the office of the County Clerk. A new Fictitious Business Name Statement must be filed prior to that date.	[234, 2220, 454, 2331]
legal-notice	[234, 2211, 453, 2350]
notice-publisher: Publish: ES Mountain Views News	[234, 1835, 347, 1845]
notice-heading: FICTITIOUS BUSINESS NAME STATEMENT	[463, 2166, 619, 2176]
legal-notice	[234, 72, 453, 248]
notice-heading: FICTITIOUS BUSINESS NAME STATEMENT	[234, 249, 390, 259]
notice-body: File No. 2023068045. The following person(s) is (are) doing business as: VIOLET EVENTS 1422 ARDMORE AVE, GLENDALE, CA, 91202. Full name of registrant(s) is (are) VIOLET BOGHOSIAN 1422 ARDMORE AVE, GLENDALE, CA, 91202. This Business is conducted by: AN INDIVIDUAL. Signed: VIOLET BOGHOSIAN, OWNER. This statement was filed with the County Clerk of Los Angeles County on 04/17/2023. The registrant(s) has (have) commenced to transact business under the fictitious business name or names listed above on 08/2011. NOTICE- This Fictitious Name Statement expires five years from the date it was filed in the office of the County Clerk. A new Fictitious Business Name Statement must be filed prior to that date. The filing of this statement does not of itself authorize the use in this state of a Fictitious Business Name in violation of the rights of another under Federal, State, or common law (See section 14411 et seq. Business and Professions Code).	[234, 435, 454, 584]
notice-publisher: Publish: ES Mountain Views News	[6, 1414, 118, 1424]
notice-dates: Dates Pub: April 15, 22, 29, May 6, 2023	[463, 1078, 594, 1087]
notice-publisher: Publish: Mountain Views News/JDC	[692, 673, 809, 681]
notice-heading: FICTITIOUS BUSINESS NAME STATEMENT	[234, 969, 390, 979]
notice-dates: Dates Pub: APRIL 8, 15, 22, 29, 2023	[692, 1141, 812, 1151]
notice-body: File No. 2023067005. The following person(s) is (are) doing business as: QUALITY AUTO PARTS 1629 IRVING AVE GLENDALE, CA, 91201. Full name of registrant(s) is (are) ARIN DERGRIGORIAN 1629 IRVING AVE, GLENDALE, CA, 91201. This Business is conducted by: AN INDIVIDUAL. Signed: ARIN DERGRIGORIAN, OWNER. This statement was filed with the County Clerk of Los Angeles County on 04/20/2023. The registrant(s) has (have) commenced to transact business under the fictitious business name or names listed above on 04/2023. NOTICE- This Fictitious Name Statement expires five years from the date it was filed in the office of the County Clerk. A new Fictitious Business Name Statement must be filed prior to that date. The filing of this statement does not of itself authorize the use in this state of a Fictitious Business Name in violation of the rights of another under Federal, State, or common law (See section 14411 et seq. Business and Professions Code).	[6, 1901, 225, 2050]
legal-notice	[6, 2248, 225, 2414]
notice-publisher: Publish: ES Mountain Views News	[234, 949, 347, 959]
notice-publisher: Publish: Mountain Views News/JDC	[692, 532, 809, 542]
notice-body: Business is conducted by: AN INDIVIDUAL. Signed: JUAN JOSE SORTO, OWNER. This statement was filed with the County Clerk of Los Angeles County on 04/03/2023. The registrant(s) has (have) commenced to transact business under the fictitious business name or names listed above on N/A. NOTICE- This Fictitious Name Statement expires five years from the date it was filed in the office of the County Clerk. A new Fictitious Business Name Statement must be filed prior to that date. The filing of this statement does not of itself authorize the use in this state of a Fictitious Business Name in violation of the rights of another under Federal, State, or common law (See section 14411 et seq. Business and Professions Code).	[692, 430, 912, 532]
notice-heading: FICTITIOUS BUSINESS NAME STATEMENT	[692, 1350, 847, 1360]
notice-dates: Dates Pub: April 22, 29, May 6, 13, 2023	[234, 2340, 365, 2350]
notice-publisher: Publish: ES Mountain Views News	[692, 155, 804, 165]
notice-publisher: Publish: Mountain Views News	[6, 360, 106, 370]
notice-dates: Dates Pub: April 15, 22, 29, May 6, 2023	[463, 1228, 594, 1238]
masthead	[0, 0, 1374, 66]
notice-publisher: Publish: ES Mountain Views News	[463, 1416, 575, 1426]
notice-dates: Dates Pub: April 22, 29, May 6, 13, 2023	[234, 593, 365, 602]
notice-heading: FICTITIOUS BUSINESS NAME STATEMENT	[692, 1453, 847, 1463]
notice-heading: FICTITIOUS BUSINESS NAME STATEMENT	[6, 735, 161, 745]
notice-dates: Dates Pub: April 15, 22, 29, May 6, 2023	[463, 1425, 594, 1435]
notice-heading: FICTITIOUS BUSINESS NAME STATEMENT	[463, 1437, 619, 1447]
notice-column	[692, 72, 911, 2540]
notice-publisher: Publish: ES Mountain Views News	[463, 1218, 575, 1228]
footer-fax: Fax: 626.609.3285	[762, 2551, 891, 2567]
notice-dates: Dates Pub: APRIL 29, May 6, 13, 2023	[6, 518, 131, 528]
notice-heading: FILE NO. 2023064935	[6, 380, 80, 389]
notice-dates: Dates Pub: APRIL 8, 15, 22, 29, 2023	[692, 681, 812, 691]
notice-body: File No. 2023068040. The following person(s) is (are) doing business as: VIP COMMANDS PRIVATE SECURITY 11576 ARMINTA ST UNIT 6, NORTH HOLLYWOOD, CA, 91605. Full name of registrant(s) is (are) NELSON DOMINGO PANIAGUA. This Business is conducted by: AN INDIVIDUAL. Signed: NELSON DOMINGO PANIAGUA, OWNER. This statement was filed with the County Clerk of Los Angeles County on 04/20/2023. The registrant(s) has (have) commenced to transact business under the fictitious business name or names listed above on 10/2021. NOTICE- This Fictitious Name Statement expires five years from the date it was filed in the office of the County Clerk. A new Fictitious Business Name Statement must be filed prior to that date. The filing of this statement does not of itself authorize the use in this state of a Fictitious Business Name in violation of the rights of another under Federal, State, or common law (See section 14411 et seq. Business and Professions Code).	[234, 81, 454, 229]
notice-publisher: Publish: ES Mountain Views News	[463, 2417, 575, 2427]
notice-heading: FICTITIOUS BUSINESS NAME STATEMENT	[692, 1256, 847, 1266]
notice-body: File No. 2023066251. The following person(s) is (are) doing business as: MOLINA ELECTRIC 2700 W VICTORY BLVD, BURBANK, CA, 91505. Full name of registrant(s) is (are) ISAAC ROCHA 2700 W VICTORY BLVD, BURBANK, CA, 91505. This Business is conducted by: AN INDIVIDUAL. Signed: ISAAC ROCHA, GENERAL PARTNER. This statement was filed with the County Clerk of Los Angeles County on 04/13/2023. The registrant(s) has (have) commenced to transact business under the fictitious business name or names listed above on 04/2023. NOTICE- This Fictitious Name Statement expires five years from the date it was filed in the office of the County Clerk. A new Fictitious Business Name Statement must be filed prior to that date. The filing of this statement does not of itself authorize the use in this state of a Fictitious Business Name in violation of the rights of another under Federal, State, or common law (See section 14411 et seq. Business and Professions Code).	[6, 921, 225, 1070]
notice-dates: Dates Pub: APRIL 8, 15, 22, 29, 2023	[692, 812, 812, 822]
notice-publisher: Publish: ES Mountain Views News	[6, 1247, 118, 1256]
legal-notice	[464, 1989, 682, 2165]
notice-heading: FICTITIOUS BUSINESS NAME STATEMENT	[234, 1678, 390, 1688]
legal-notice	[464, 772, 682, 948]
notice-body: File No. 2023082255. The following person(s) is (are) doing business as: TRAVERTINO LUXURY CLOTHING 15240 ROSCOE BLVD, PANORAMA CITY, CA, 91402. Full name of registrant(s) is (are) CHRISTOPHER PAUL LUJANO 15240 ROSCOE BLVD, PANORAMA CITY, CA, 91402. This Business is conducted by: AN INDIVIDUAL. Signed: CHRISTOPHER PAUL LUJANO, OWNER. This statement was filed with the County Clerk of Los Angeles County on 04/13/2023. The registrant(s) has (have) commenced to transact business under the fictitious business name or names listed above on N/A. NOTICE- This Fictitious Name Statement expires five years from the date it was filed in the office of the County Clerk. A new Fictitious Business Name Statement must be filed prior to that date.	[463, 2175, 682, 2296]
notice-dates: Dates Pub: April 22, 29, May 6, 13, 2023	[234, 1667, 365, 1677]
notice-dates: Dates Pub: April 22, 29, May 6, 13, 2023	[6, 1695, 137, 1704]
legal-notice	[692, 364, 911, 429]
notice-body: File No. 2023-076757. The following person(s) is (are) doing business as: FENINE USA, 914 W ANAHEIM ST, WILMINGTON, CA 90744. Full name of registrant(s) is (are) FEDERACION NACIONAL ESTUDIANTES Y PROFESIONALES USA. This Business is conducted by: A CORPORATION. Signed: NORMA VARGAS VILLANUEVA, CEO. This statement was filed with the County Clerk of Los Angeles County on 04/06/2023. The registrant(s) has (have) commenced to transact business under the fictitious business name or names listed above on 01/2002. NOTICE- This Fictitious Name Statement expires five years from the date it was filed in the office of the County Clerk.	[692, 702, 912, 803]
notice-dates: Dates Pub: April 22, 29, May 6, 13, 2023	[6, 2236, 137, 2246]
section-title: LEGAL NOTICES	[878, 0, 1365, 65]
masthead-info	[10, 43, 393, 62]
notice-dates: Dates Pub: April 15, 22, 29, May 6, 2023	[463, 1520, 594, 1530]
legal-notice	[692, 1049, 911, 1151]
legal-notice	[692, 430, 911, 551]
notice-body: File No. 2023066207. The following person(s) is (are) doing business as: THE THERAPEUTIC CONNECTION 22231 MULHOLLAND HWY, SUITE 200, CALABASAS, CA, 91302. Full name of registrant(s) is (are) NANCY LUDWIG, LICENSED MARRIAGE AND FAMILY THERAPIST, INC. This Business is conducted by: A CORPORATION. Signed: NANCY LUDWIG, CEO. This statement was filed with the County Clerk of Los Angeles County on 04/17/2023. The registrant(s) has (have) commenced to transact business under the fictitious business name or names listed above on 04/2023. NOTICE- This Fictitious Name Statement expires five years from the date it was filed in the office of the County Clerk. A new Fictitious Business Name Statement must be filed prior to that date. The filing of this statement does not of itself authorize the use in this state of a Fictitious Business Name in violation of the rights of another under Federal, State, or common law (See section 14411 et seq. Business and Professions Code).	[6, 1098, 225, 1247]
notice-body: File No. 2023065952. The following person(s) is (are) doing business as: GLOBAL AHASSAMAR IDEAL NETWORK 8045 SEPULVEDA BLVD #22, VAN NUYS, CA, 91402. Full name of registrant(s) is (are) ROCHONDA KAY EVENTSS 8045 SEPULVEDA BLVD #22, VAN NUYS, CA, 91402. This Business is conducted by: AN INDIVIDUAL. Signed: ROCHONDA KAY EVENTSS, OWNER. This statement was filed with the County Clerk of Los Angeles County on 04/13/2023.	[463, 1248, 682, 1323]
notice-publisher: Publish: ES Mountain Views News	[463, 1069, 575, 1079]
notice-dates: Dates Pub: APRIL 8, 15, 22, 29, 2023	[692, 1443, 812, 1452]
legal-notice	[6, 913, 225, 1088]
legal-notice	[6, 1089, 225, 1265]
notice-heading: FICTITIOUS BUSINESS NAME STATEMENT	[692, 936, 847, 946]
legal-notice	[692, 176, 911, 268]
notice-body: File No. 2023063483. The following person(s) is (are) doing business as: CALABRIAN 311 E HOWARD ROAD #103, BURBANK, CA, 91505. Full name of registrant(s) is (are) NORIK STAVZIANCHAVY 311 E HOWARD ROAD #103, BURBANK, CA, 91505. This Business is conducted by: AN INDIVIDUAL. Signed: NORIK STAVZIANCHAVY, OWNER. This statement was filed with the County Clerk of Los Angeles County on 04/17/2023.	[234, 790, 454, 855]
legal-notice	[464, 72, 682, 229]
notice-publisher: Publish: Mountain Views News	[6, 715, 106, 724]
legal-notice	[464, 1437, 682, 1530]
notice-dates: Dates Pub: April 22, 29, May 6, 13, 2023	[234, 1135, 365, 1145]
notice-heading: FICTITIOUS BUSINESS NAME STATEMENT	[692, 692, 847, 702]
footer-office-phone: Office: 626.355.2737	[601, 2551, 747, 2567]
notice-publisher: Publish: ES Mountain Views News	[234, 2425, 347, 2434]
notice-heading: FICTITIOUS BUSINESS NAME STATEMENT	[692, 824, 847, 834]
notice-publisher: Publish: ES Mountain Views News	[463, 1968, 575, 1978]
notice-dates: Dates Pub: April 22, 29, May 6, 13, 2023	[234, 238, 365, 248]
legal-notice	[6, 1435, 225, 1611]
legal-notice	[692, 937, 911, 1047]
notice-publisher: Publish: ES Mountain Views News	[463, 1322, 575, 1331]
notice-body: File No. 2023068007. The following person(s) is (are) doing business as: SILVA TREE SERVICE, INC. 14612 KITTRIDGE ST, VAN NUYS, CA, 91405. Full name of registrant(s) is (are) SILVA TREE SERVICE, INC 14612 KITTRIDGE ST, VAN NUYS, CA, 91405. This Business is conducted by: A CORPORATION. Signed: SILVA TREE SERVICE, INC. NOEL SILVA, CEO. This statement was filed with the County Clerk of Los Angeles County on 03/29/2023. The registrant(s) has (have) commenced to transact business under the fictitious business name or names listed above on 09/2019. NOTICE- This Fictitious Name Statement expires five years from the date it was filed in the office of the County Clerk. A new Fictitious Business Name Statement must be filed prior to that date. The filing of this statement does not of itself authorize the use in this state of a Fictitious Business Name in violation of the rights of another under Federal, State, or common law (See section 14411 et seq. Business and Professions Code).	[463, 781, 682, 929]
notice-body: File No. 2023-065716. The following person(s) is (are) doing business as: HAIR BY LOLITA, 11487 WHITTIER BLVD, WHITTIER, CA 90601. Full name of registrant(s) is (are) MARIA DOLORES CASTILLO 11487 WHITTIER BLVD, WHITTIER, CA 90601. This Business is conducted by: AN INDIVIDUAL. Signed: MARIA DOLORES CASTILLO, OWNER. This statement was filed with the County Clerk of Los Angeles County on 03/27/2023. The registrant(s) has (have) commenced to transact business under the fictitious business name or names listed above on N/A.	[692, 946, 912, 1029]
notice-column	[1150, 72, 1369, 2540]
notice-heading: FICTITIOUS BUSINESS NAME STATEMENT	[234, 781, 390, 791]
legal-notice	[464, 1240, 682, 1341]
legal-notice	[6, 735, 225, 911]
notice-heading: FICTITIOUS BUSINESS NAME STATEMENT	[6, 1267, 161, 1276]
notice-dates: Dates Pub: APRIL 8, 15, 22, 29, 2023	[692, 925, 812, 935]
notice-column	[6, 72, 225, 2540]
notice-heading: FICTITIOUS BUSINESS NAME STATEMENT	[234, 427, 390, 436]
notice-body: File No. 2023-065735. The following person(s) is (are) doing business as: LYDIAS CLEANING, 10850 LAUREL AVE APT 14, WHITTIER, CA 90605. Full name of registrant(s) is (are) LYDIA ELSA LEON MONTOYA 10850 LAUREL AVE APT 14, WHITTIER, CA 90605. This Business is conducted by: AN INDIVIDUAL. Signed: LYDIA ELSA LEON MONTOYA, OWNER. This statement was filed with the County Clerk of Los Angeles County on 03/27/2023.	[692, 1162, 912, 1236]
notice-publisher: Publish: ES Mountain Views News	[234, 1658, 347, 1668]
notice-heading: FICTITIOUS BUSINESS NAME STATEMENT	[463, 1089, 619, 1099]
legal-notice	[6, 231, 225, 379]
notice-body: File No. 2023065905. The following person(s) is (are) doing business as: SEA TO THE GRAVE 12333 CHANDLER BLVD, NORTH HOLLYWOOD, CA, 91607. Full name of registrant(s) is (are) EDVARD ASLANYAN 12333 CHANDLER BLVD, NORTH HOLLYWOOD, CA, 91607. This Business is conducted by: AN INDIVIDUAL. Signed: EDVARD ASLANYAN, OWNER. This statement was filed with the County Clerk of Los Angeles County on 04/13/2023. The registrant(s) has (have) commenced to transact business under the fictitious business name or names listed above on 04/2023. NOTICE- This Fictitious Name Statement expires five years from the date it was filed in the office of the County Clerk. A new Fictitious Business Name Statement must be filed prior to that date. The filing of this statement does not of itself authorize the use in this state of a Fictitious Business Name in violation of the rights of another under Federal, State, or common law (See section 14411 et seq. Business and Professions Code).	[234, 1333, 454, 1481]
notice-dates: Dates Pub: April 22, 29, May 6, 13, 2023	[234, 2433, 365, 2443]
notice-body: fictitious business name or names listed above on 02/2023. NOTICE- This Fictitious Name Statement expires five years from the date it was filed in the office of the County Clerk. A new Fictitious Business Name Statement must be filed prior to that date. The filing of this statement does not of itself authorize the use in this state of a Fictitious Business Name in violation of the rights of another under Federal, State, or common law (See section 14411 et seq. Business and Professions Code).	[463, 1531, 682, 1605]
